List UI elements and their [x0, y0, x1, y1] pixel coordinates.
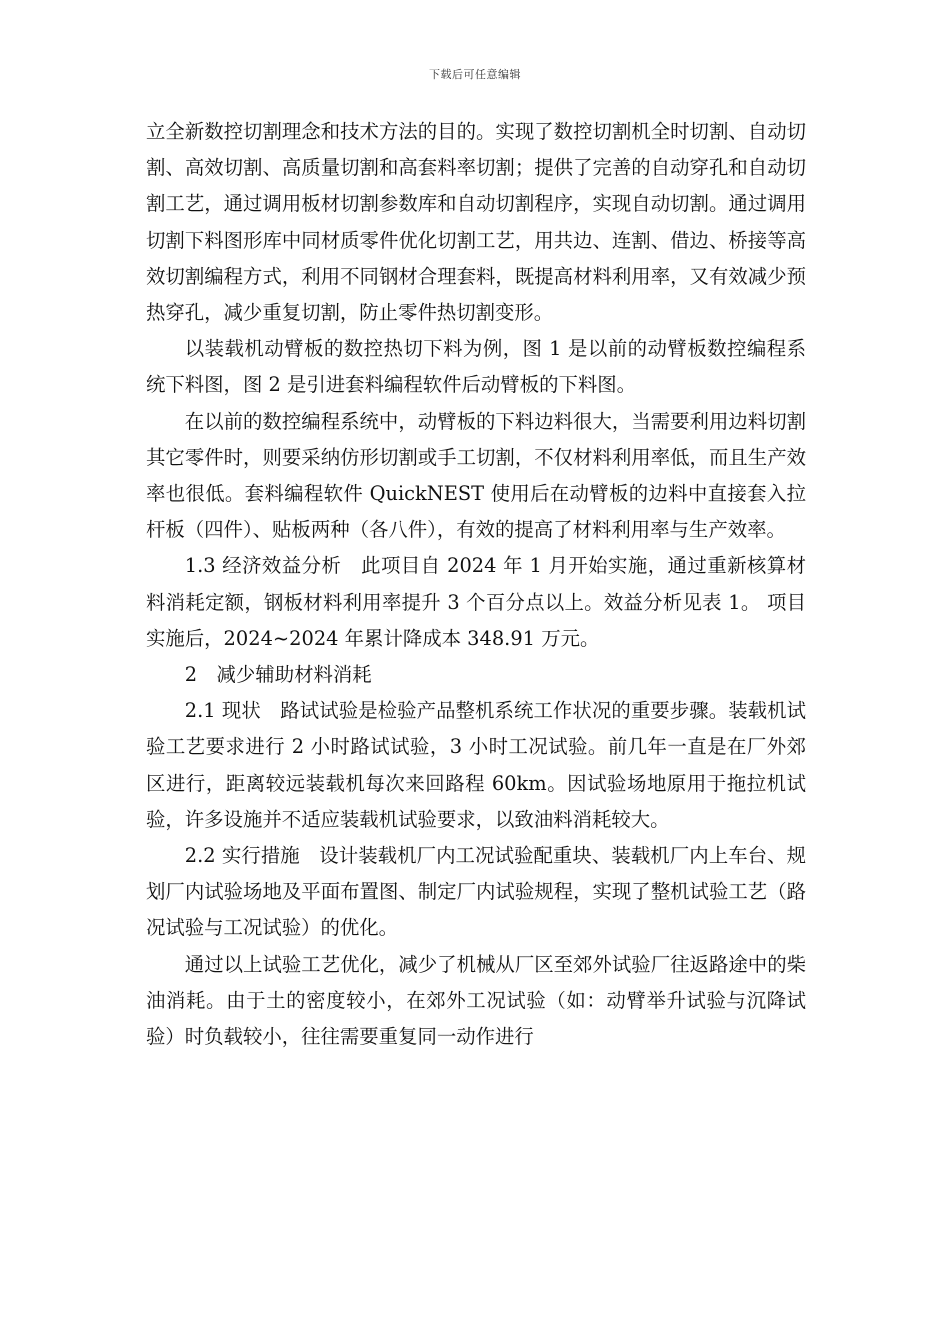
- paragraph-optimization-result: 通过以上试验工艺优化，减少了机械从厂区至郊外试验厂往返路途中的柴油消耗。由于土的密度较小，在郊外工况试验（如：动臂举升试验与沉降试验）时负载较小，往往需要重复同一动作进行: [146, 952, 806, 1049]
- paragraph-current-status: 2.1 现状 路试试验是检验产品整机系统工作状况的重要步骤。装载机试验工艺要求进行 2 小时路试试验，3 小时工况试验。前几年一直是在厂外郊区进行，距离较远装载机每次来回路程 60km。因试验场地原用于拖拉机试验，许多设施并不适应装载机试验要求，以致油料消耗较大。: [146, 699, 806, 831]
- page-header-note: 下载后可任意编辑: [429, 68, 521, 81]
- document-body: [146, 114, 806, 1055]
- paragraph-cutting-technology: 立全新数控切割理念和技术方法的目的。实现了数控切割机全时切割、自动切割、高效切割、高质量切割和高套料率切割；提供了完善的自动穿孔和自动切割工艺，通过调用板材切割参数库和自动切割程序，实现自动切割。通过调用切割下料图形库中同材质零件优化切割工艺，用共边、连割、借边、桥接等高效切割编程方式，利用不同钢材合理套料，既提高材料利用率，又有效减少预热穿孔，减少重复切割，防止零件热切割变形。: [146, 120, 806, 325]
- paragraph-economic-analysis: 1.3 经济效益分析 此项目自 2024 年 1 月开始实施，通过重新核算材料消耗定额，钢板材料利用率提升 3 个百分点以上。效益分析见表 1。 项目实施后，2024~2024 年累计降成本 348.91 万元。: [146, 554, 806, 650]
- paragraph-nesting-software: 在以前的数控编程系统中，动臂板的下料边料很大，当需要利用边料切割其它零件时，则要采纳仿形切割或手工切割，不仅材料利用率低，而且生产效率也很低。套料编程软件 QuickNEST 使用后在动臂板的边料中直接套入拉杆板（四件）、贴板两种（各八件），有效的提高了材料利用率与生产效率。: [146, 409, 806, 542]
- paragraph-boom-plate-example: 以装载机动臂板的数控热切下料为例，图 1 是以前的动臂板数控编程系统下料图，图 2 是引进套料编程软件后动臂板的下料图。: [146, 337, 806, 397]
- section-heading-reduce-auxiliary-materials: 2 减少辅助材料消耗: [184, 663, 372, 687]
- paragraph-measures: 2.2 实行措施 设计装载机厂内工况试验配重块、装载机厂内上车台、规划厂内试验场地及平面布置图、制定厂内试验规程，实现了整机试验工艺（路况试验与工况试验）的优化。: [146, 844, 806, 940]
